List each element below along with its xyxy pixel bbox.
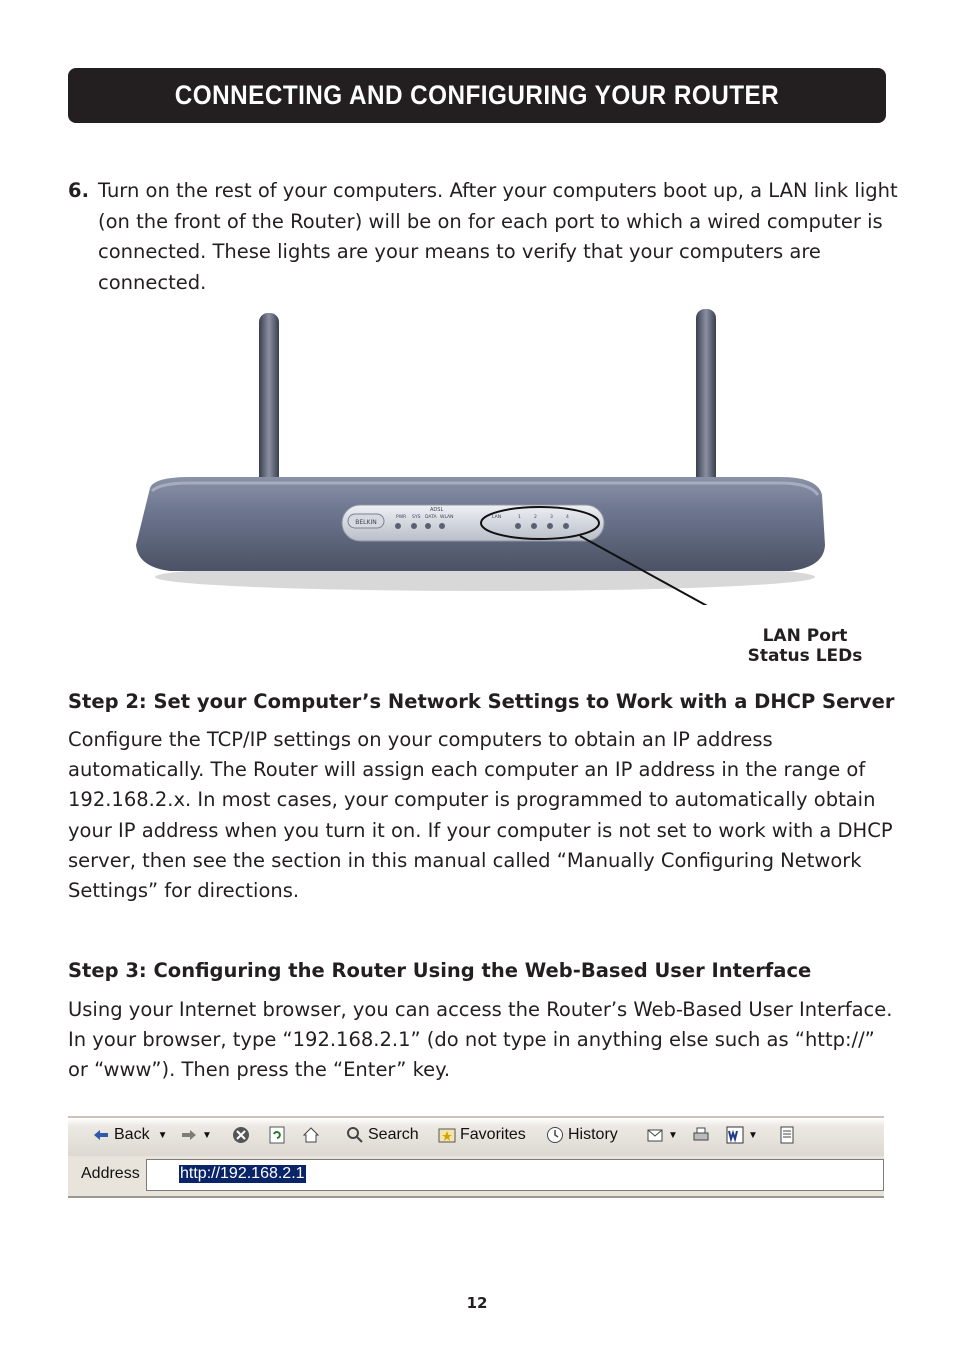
svg-text:ADSL: ADSL [430, 507, 444, 513]
callout-line-1: LAN Port [762, 626, 848, 646]
step-3-body: Using your Internet browser, you can access the Router’s Web-Based User Interface. In your browser, type “192.168.2.1” (do not type in anything else such as “http://” or “www”). Then press the “Enter” key. [68, 998, 893, 1082]
step-2-body: Configure the TCP/IP settings on your computers to obtain an IP address automatically. The Router will assign each computer an IP address in the range of 192.168.2.x. In most cases, your computer is programmed to automatically obtain your IP address when you turn it on. If your computer is not set to work with a DHCP server, then see the section in this manual called “Manually Configuring Network Settings” for directions. [68, 728, 893, 903]
print-button[interactable] [692, 1126, 710, 1144]
svg-text:LAN: LAN [492, 515, 502, 520]
mail-button[interactable] [646, 1126, 678, 1144]
history-label: History [568, 1126, 618, 1143]
refresh-icon [268, 1126, 286, 1144]
refresh-button[interactable] [268, 1126, 286, 1144]
home-button[interactable] [302, 1126, 320, 1144]
history-icon [546, 1126, 564, 1144]
back-dropdown-icon[interactable]: ▼ [157, 1129, 168, 1141]
browser-toolbar [68, 1116, 884, 1158]
address-label: Address [81, 1165, 140, 1182]
discuss-button[interactable] [778, 1126, 796, 1144]
svg-text:SYS: SYS [412, 515, 421, 520]
callout-line-2: Status LEDs [747, 646, 863, 666]
back-arrow-icon [92, 1126, 110, 1144]
discuss-icon [778, 1126, 796, 1144]
search-icon [346, 1126, 364, 1144]
led-sys [411, 523, 417, 529]
step-6-text: Turn on the rest of your computers. After your computers boot up, a LAN link light (on the front of the Router) will be on for each port to which a wired computer is connected. These lights are your means to verify that your computers are connected. [98, 179, 898, 294]
browser-toolbar-screenshot [68, 1116, 884, 1200]
search-button[interactable] [346, 1126, 419, 1144]
right-antenna [696, 309, 716, 489]
favorites-icon [438, 1126, 456, 1144]
forward-button[interactable] [180, 1126, 212, 1144]
svg-text:2: 2 [534, 515, 537, 520]
svg-text:4: 4 [566, 515, 569, 520]
home-icon [302, 1126, 320, 1144]
stop-icon [232, 1126, 250, 1144]
word-edit-icon [726, 1126, 744, 1144]
favorites-label: Favorites [460, 1126, 526, 1143]
forward-arrow-icon [180, 1126, 198, 1144]
back-label: Back [114, 1126, 150, 1143]
led-pwr [395, 523, 401, 529]
mail-dropdown-icon[interactable]: ▼ [668, 1129, 678, 1141]
search-label: Search [368, 1126, 419, 1143]
svg-text:PWR: PWR [396, 515, 407, 520]
history-button[interactable] [546, 1126, 618, 1144]
section-title: CONNECTING AND CONFIGURING YOUR ROUTER [174, 80, 780, 110]
edit-dropdown-icon[interactable]: ▼ [748, 1129, 758, 1141]
step-3-heading: Step 3: Configuring the Router Using the Web-Based User Interface [68, 959, 812, 982]
lan-port-status-leds-label [735, 626, 875, 666]
svg-text:BELKIN: BELKIN [355, 519, 377, 526]
svg-text:WLAN: WLAN [440, 515, 454, 520]
led-lan-4 [563, 523, 569, 529]
led-lan-2 [531, 523, 537, 529]
address-bar [68, 1156, 884, 1198]
step-6-number: 6. [68, 179, 89, 202]
svg-text:DATA: DATA [425, 515, 437, 520]
edit-button[interactable] [726, 1126, 758, 1144]
back-button[interactable] [92, 1126, 167, 1144]
address-value: http://192.168.2.1 [180, 1165, 305, 1182]
forward-dropdown-icon[interactable]: ▼ [202, 1129, 212, 1141]
svg-text:1: 1 [518, 515, 521, 520]
led-data [425, 523, 431, 529]
step-6 [68, 176, 898, 298]
mail-icon [646, 1126, 664, 1144]
svg-text:3: 3 [550, 515, 553, 520]
section-banner [68, 68, 886, 123]
page-number: 12 [466, 1294, 488, 1312]
led-lan-3 [547, 523, 553, 529]
led-lan-1 [515, 523, 521, 529]
step-2-heading: Step 2: Set your Computer’s Network Settings to Work with a DHCP Server [68, 690, 895, 713]
address-input[interactable] [146, 1159, 884, 1191]
print-icon [692, 1126, 710, 1144]
stop-button[interactable] [232, 1126, 250, 1144]
left-antenna [259, 313, 279, 489]
favorites-button[interactable] [438, 1126, 526, 1144]
router-illustration [130, 305, 830, 605]
led-wlan [439, 523, 445, 529]
